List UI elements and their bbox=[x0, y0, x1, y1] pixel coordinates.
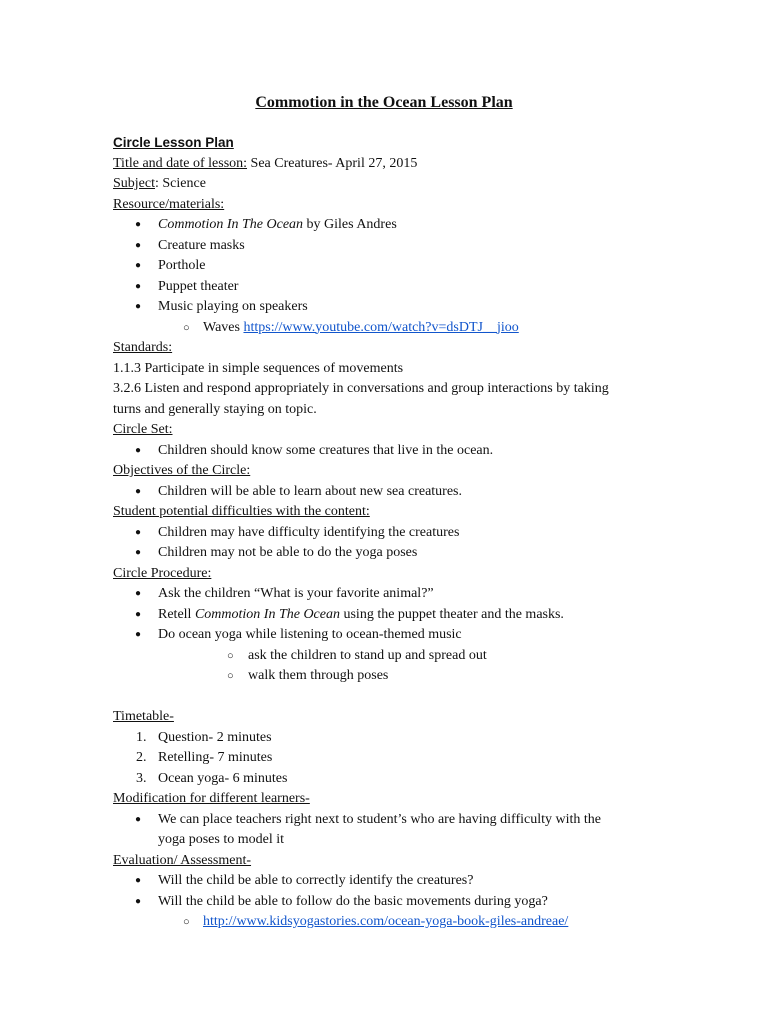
section-heading: Circle Lesson Plan bbox=[113, 135, 234, 150]
list-item: ● We can place teachers right next to student’s who are having difficulty with the bbox=[113, 810, 673, 831]
numbered-item: 1. Question- 2 minutes bbox=[136, 729, 272, 745]
kidsyoga-link[interactable]: http://www.kidsyogastories.com/ocean-yoga-book-giles-andreae/ bbox=[203, 914, 569, 929]
resources-label: Resource/materials: bbox=[113, 196, 225, 212]
list-item: ● Children will be able to learn about new sea creatures. bbox=[113, 482, 673, 503]
list-item: ● Children may not be able to do the yoga poses bbox=[113, 543, 673, 564]
numbered-item: 2. Retelling- 7 minutes bbox=[136, 750, 273, 765]
modification-label: Modification for different learners- bbox=[113, 791, 310, 806]
lesson-content bbox=[113, 133, 673, 933]
subject-value: : Science bbox=[155, 176, 206, 191]
sub-list-item bbox=[113, 912, 673, 933]
list-item: ● Do ocean yoga while listening to ocean-themed music bbox=[113, 625, 673, 646]
subject-row bbox=[113, 174, 673, 195]
timetable-label: Timetable- bbox=[113, 709, 174, 724]
list-item: ● Retell Commotion In The Ocean using the puppet theater and the masks. bbox=[113, 605, 673, 626]
list-item: ● Porthole bbox=[113, 256, 673, 277]
title-date-value: Sea Creatures- April 27, 2015 bbox=[247, 155, 418, 171]
list-item: ● Will the child be able to correctly identify the creatures? bbox=[113, 871, 673, 892]
difficulties-label: Student potential difficulties with the content: bbox=[113, 504, 370, 519]
title-date-label: Title and date of lesson: bbox=[113, 155, 248, 171]
standard-line: 3.2.6 Listen and respond appropriately in conversations and group interactions by taking bbox=[113, 381, 609, 396]
page-title: Commotion in the Ocean Lesson Plan bbox=[255, 94, 513, 111]
standard-line: 1.1.3 Participate in simple sequences of movements bbox=[113, 360, 404, 376]
list-item: ● Creature masks bbox=[113, 236, 673, 257]
sub-list-item: ○ walk them through poses bbox=[113, 666, 673, 687]
youtube-link[interactable]: https://www.youtube.com/watch?v=dsDTJ__jioo bbox=[243, 319, 519, 335]
numbered-item: 3. Ocean yoga- 6 minutes bbox=[136, 770, 288, 786]
list-item-continuation: yoga poses to model it bbox=[158, 832, 284, 847]
list-item: ● Commotion In The Ocean by Giles Andres bbox=[113, 215, 673, 236]
standard-line: turns and generally staying on topic. bbox=[113, 401, 317, 417]
objectives-label: Objectives of the Circle: bbox=[113, 463, 251, 478]
list-item: ● Children should know some creatures that live in the ocean. bbox=[113, 441, 673, 462]
spacer bbox=[113, 687, 673, 708]
list-item: ● Ask the children “What is your favorite animal?” bbox=[113, 584, 673, 605]
standards-label: Standards: bbox=[113, 340, 173, 355]
list-item: ● Music playing on speakers bbox=[113, 297, 673, 318]
sub-list-item: ○ Waves https://www.youtube.com/watch?v=dsDTJ__jioo bbox=[113, 318, 673, 339]
list-item: ● Children may have difficulty identifying the creatures bbox=[113, 523, 673, 544]
list-item: ● Puppet theater bbox=[113, 277, 673, 298]
subject-label: Subject bbox=[113, 176, 155, 191]
procedure-label: Circle Procedure: bbox=[113, 565, 212, 581]
sub-list-item: ○ ask the children to stand up and spread out bbox=[113, 646, 673, 667]
evaluation-label: Evaluation/ Assessment- bbox=[113, 852, 252, 868]
list-item: ● Will the child be able to follow do the basic movements during yoga? bbox=[113, 892, 673, 913]
title-date-row bbox=[113, 154, 673, 175]
circle-set-label: Circle Set: bbox=[113, 422, 173, 437]
